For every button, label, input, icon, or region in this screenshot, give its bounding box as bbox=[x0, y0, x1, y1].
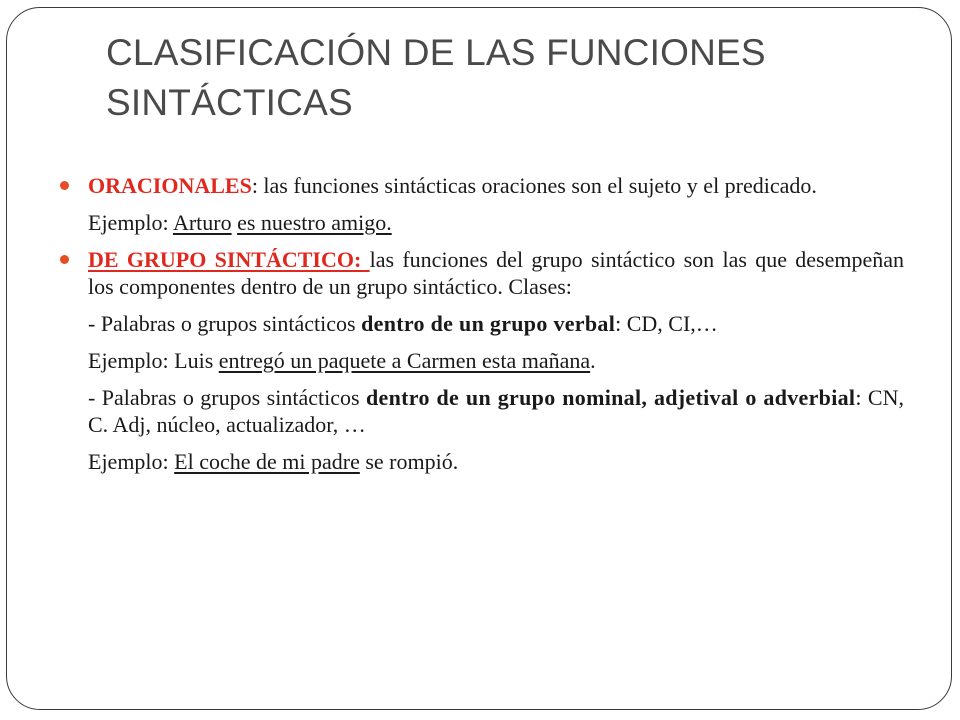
slide-title: CLASIFICACIÓN DE LAS FUNCIONES SINTÁCTICAS bbox=[106, 32, 766, 123]
clase-nominal-pre: - Palabras o grupos sintácticos bbox=[88, 385, 367, 410]
example-grupo-verbal bbox=[88, 347, 904, 374]
example-oracionales bbox=[88, 209, 904, 236]
bullet-dot-icon bbox=[60, 255, 69, 264]
clase-verbal-pre: - Palabras o grupos sintácticos bbox=[88, 311, 362, 336]
term-grupo-sintactico: DE GRUPO SINTÁCTICO: bbox=[88, 247, 370, 272]
clase-verbal-bold: dentro de un grupo verbal bbox=[361, 311, 616, 336]
example-verbal-pre: Ejemplo: Luis bbox=[88, 348, 219, 373]
example-nominal-underlined: El coche de mi padre bbox=[174, 449, 360, 474]
clase-nominal-bold: dentro de un grupo nominal, adjetival o adverbial bbox=[366, 385, 856, 410]
example-nominal-pre: Ejemplo: bbox=[88, 449, 175, 474]
example-label: Ejemplo: bbox=[88, 210, 173, 235]
bullet-grupo-sintactico bbox=[88, 246, 904, 300]
bullet-oracionales bbox=[88, 172, 904, 199]
clase-grupo-verbal bbox=[88, 310, 904, 337]
example-verbal-post: . bbox=[590, 348, 596, 373]
slide-body bbox=[88, 172, 904, 475]
grupo-sintactico-text: las funciones del grupo sintáctico son las que desempeñan los componentes dentro de un grupo sintáctico. Clases: bbox=[88, 247, 904, 299]
example-verbal-underlined: entregó un paquete a Carmen esta mañana bbox=[218, 348, 591, 373]
example-predicate: es nuestro amigo. bbox=[237, 210, 392, 235]
clase-verbal-post: : CD, CI,… bbox=[615, 311, 718, 336]
example-grupo-nominal bbox=[88, 448, 904, 475]
clase-nominal-post: : CN, C. Adj, núcleo, actualizador, … bbox=[88, 385, 904, 437]
bullet-dot-icon bbox=[60, 181, 69, 190]
term-oracionales: ORACIONALES bbox=[88, 173, 252, 198]
example-nominal-post: se rompió. bbox=[359, 449, 459, 474]
clase-grupo-nominal bbox=[88, 384, 904, 438]
oracionales-text: : las funciones sintácticas oraciones son el sujeto y el predicado. bbox=[251, 173, 817, 198]
example-subject: Arturo bbox=[172, 210, 232, 235]
